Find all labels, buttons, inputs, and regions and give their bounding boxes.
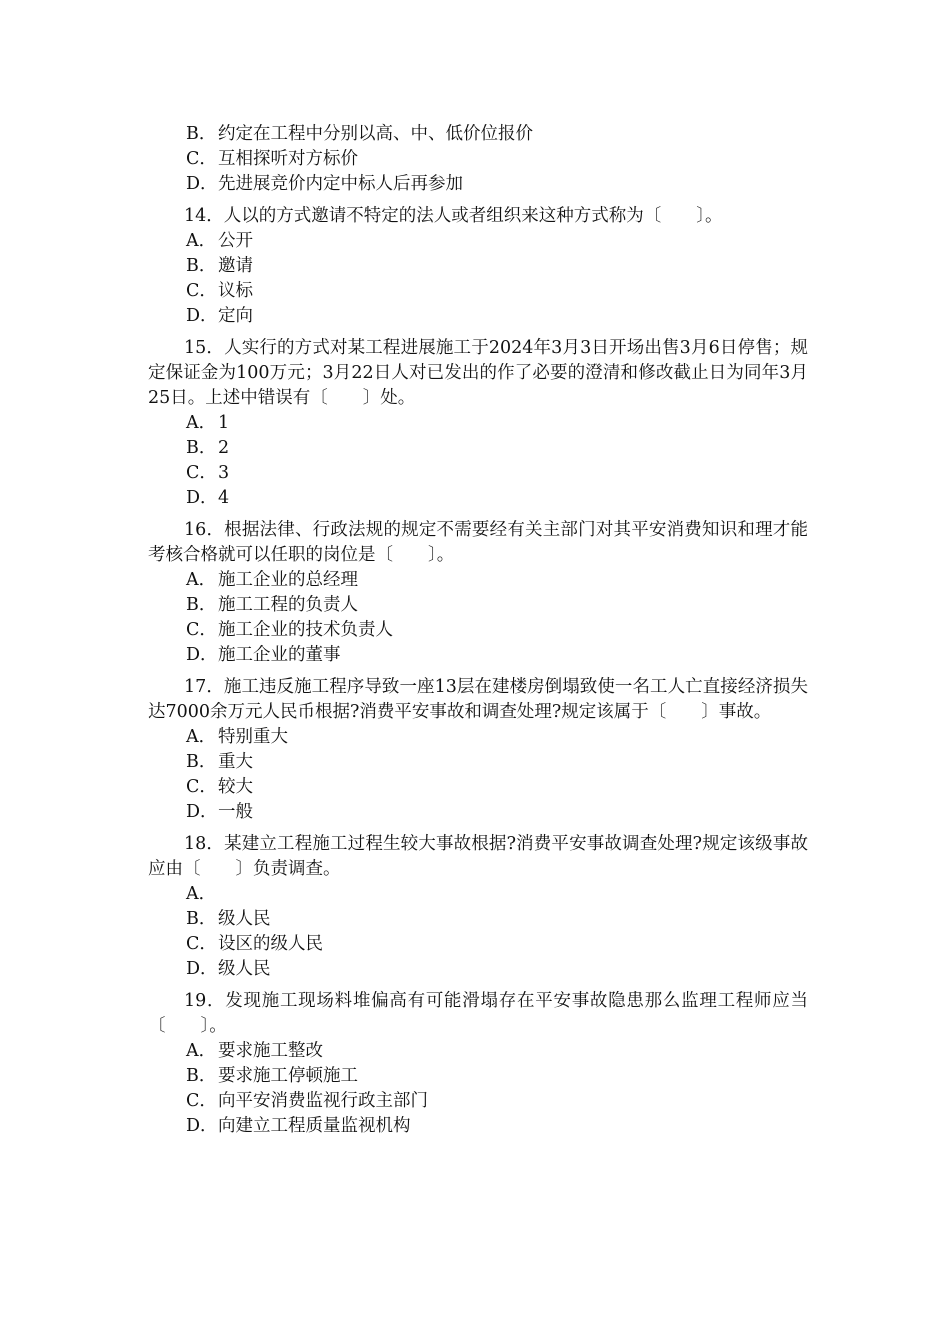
option-c [148,279,808,304]
option-text: 公开 [218,231,253,251]
option-text: 4 [218,488,230,508]
question-15 [148,336,808,511]
option-letter: B． [186,124,217,144]
option-text: 较大 [218,777,253,797]
option-b [148,1064,808,1089]
option-text: 邀请 [218,256,253,276]
option-letter: D． [186,645,218,665]
option-a [148,1039,808,1064]
option-list [148,122,808,197]
option-letter: C． [186,281,217,301]
option-text: 一般 [218,802,253,822]
option-letter: C． [186,1091,217,1111]
option-letter: B． [186,256,217,276]
option-c [148,618,808,643]
question-18 [148,832,808,982]
option-letter: D． [186,306,218,326]
question-stem: 19．发现施工现场料堆偏高有可能滑塌存在平安事故隐患那么监理工程师应当〔 〕。 [148,991,808,1036]
question-list [148,122,808,1139]
option-list [148,1039,808,1139]
option-text: 施工企业的董事 [218,645,341,665]
option-letter: C． [186,463,217,483]
option-d [148,957,808,982]
option-letter: C． [186,149,217,169]
option-c [148,775,808,800]
question-13-continued [148,122,808,197]
option-text: 要求施工整改 [218,1041,323,1061]
question-19 [148,989,808,1139]
option-text: 要求施工停顿施工 [218,1066,358,1086]
option-list [148,229,808,329]
question-stem: 15．人实行的方式对某工程进展施工于2024年3月3日开场出售3月6日停售；规定保证金为100万元；3月22日人对已发出的作了必要的澄清和修改截止日为同年3月25日。上述中错误有〔 〕处。 [148,338,808,408]
option-b [148,907,808,932]
question-stem: 17．施工违反施工程序导致一座13层在建楼房倒塌致使一名工人亡直接经济损失达7000余万元人民币根据?消费平安事故和调查处理?规定该属于〔 〕事故。 [148,677,808,722]
option-d [148,486,808,511]
option-letter: D． [186,802,218,822]
option-letter: B． [186,1066,217,1086]
option-c [148,1089,808,1114]
option-c [148,932,808,957]
question-stem: 14．人以的方式邀请不特定的法人或者组织来这种方式称为〔 〕。 [184,206,723,226]
option-text: 互相探听对方标价 [218,149,358,169]
question-stem: 18．某建立工程施工过程生较大事故根据?消费平安事故调查处理?规定该级事故应由〔 〕负责调查。 [148,834,808,879]
option-letter: C． [186,934,217,954]
option-d [148,800,808,825]
option-letter: C． [186,777,217,797]
option-text: 级人民 [218,909,271,929]
option-text: 重大 [218,752,253,772]
option-letter: B． [186,909,217,929]
option-letter: A． [186,727,217,747]
option-b [148,593,808,618]
option-text: 向平安消费监视行政主部门 [218,1091,428,1111]
option-text: 议标 [218,281,253,301]
option-text: 先进展竞价内定中标人后再参加 [218,174,463,194]
option-letter: D． [186,959,218,979]
option-list [148,882,808,982]
option-letter: A． [186,1041,217,1061]
option-b [148,122,808,147]
option-letter: B． [186,595,217,615]
option-list [148,568,808,668]
option-list [148,411,808,511]
option-d [148,643,808,668]
option-a [148,411,808,436]
question-14 [148,204,808,329]
option-a [148,882,808,907]
option-letter: C． [186,620,217,640]
option-c [148,147,808,172]
option-text: 特别重大 [218,727,288,747]
option-letter: B． [186,438,217,458]
option-b [148,750,808,775]
option-text: 定向 [218,306,253,326]
option-letter: D． [186,1116,218,1136]
option-text: 施工企业的技术负责人 [218,620,393,640]
option-b [148,436,808,461]
option-letter: A． [186,231,217,251]
option-letter: B． [186,752,217,772]
option-text: 3 [218,463,230,483]
option-text: 约定在工程中分别以高、中、低价位报价 [218,124,533,144]
option-d [148,172,808,197]
option-a [148,725,808,750]
option-letter: D． [186,488,218,508]
option-text: 施工工程的负责人 [218,595,358,615]
option-letter: A． [186,570,217,590]
option-a [148,568,808,593]
option-text: 2 [218,438,230,458]
question-16 [148,518,808,668]
option-text: 设区的级人民 [218,934,323,954]
option-letter: A． [186,884,217,904]
question-17 [148,675,808,825]
option-text: 向建立工程质量监视机构 [218,1116,411,1136]
option-letter: A． [186,413,217,433]
option-text: 施工企业的总经理 [218,570,358,590]
option-c [148,461,808,486]
option-d [148,304,808,329]
option-b [148,254,808,279]
option-d [148,1114,808,1139]
option-text: 1 [218,413,230,433]
option-text: 级人民 [218,959,271,979]
option-list [148,725,808,825]
option-letter: D． [186,174,218,194]
option-a [148,229,808,254]
question-stem: 16．根据法律、行政法规的规定不需要经有关主部门对其平安消费知识和理才能考核合格就可以任职的岗位是〔 〕。 [148,520,808,565]
